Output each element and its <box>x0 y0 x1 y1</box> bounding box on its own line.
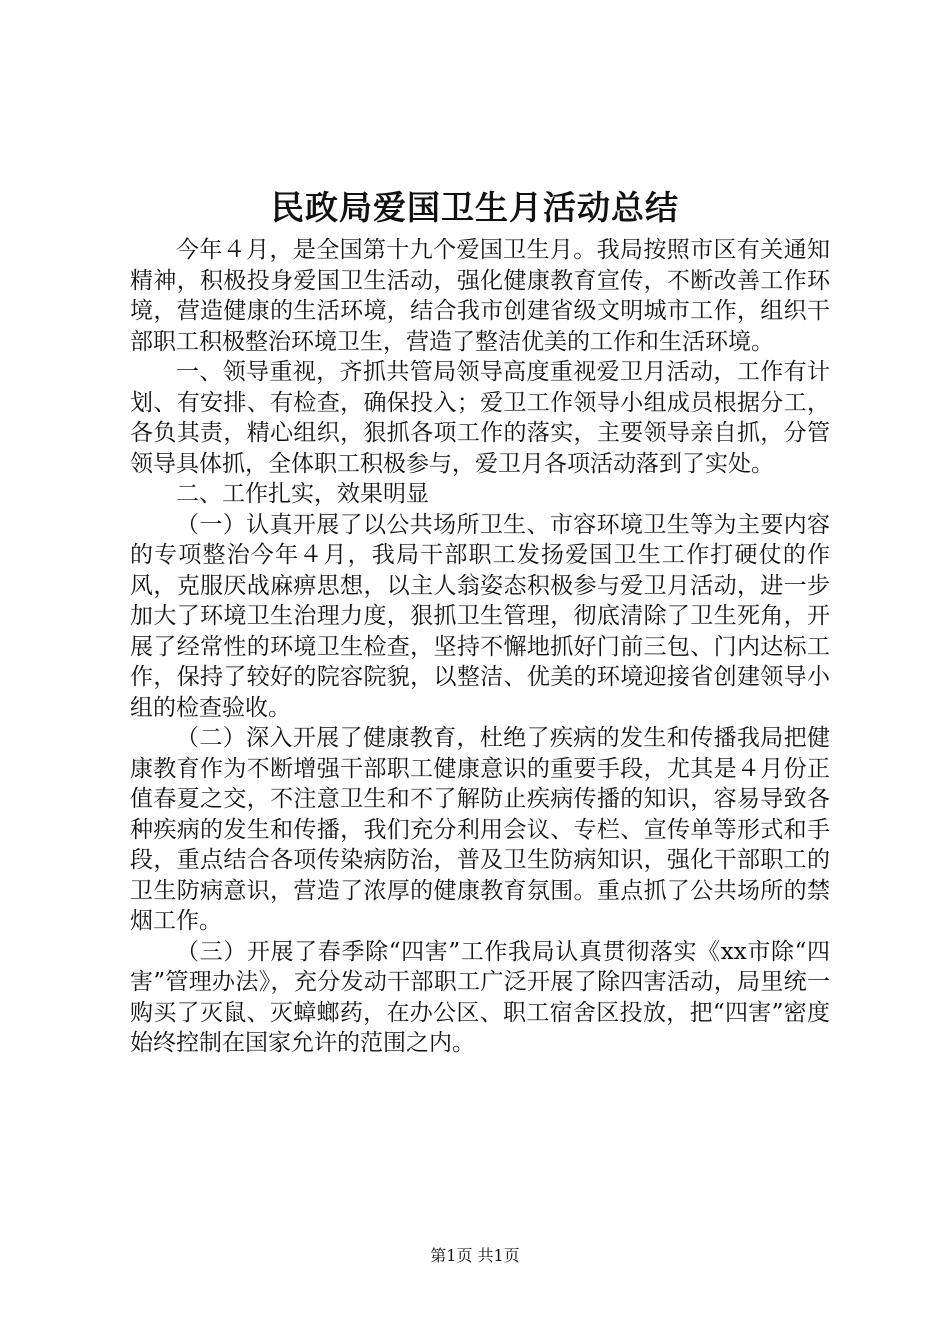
paragraph-intro: 今年４月，是全国第十九个爱国卫生月。我局按照市区有关通知精神，积极投身爱国卫生活动，强化健康教育宣传，不断改善工作环境，营造健康的生活环境，结合我市创建省级文明城市工作，组织干部职工积极整治环境卫生，营造了整洁优美的工作和生活环境。 <box>130 237 830 355</box>
paragraph-subsection-two: （二）深入开展了健康教育，杜绝了疾病的发生和传播我局把健康教育作为不断增强干部职工健康意识的重要手段，尤其是４月份正值春夏之交，不注意卫生和不了解防止疾病传播的知识，容易导致各种疾病的发生和传播，我们充分利用会议、专栏、宣传单等形式和手段，重点结合各项传染病防治，普及卫生防病知识，强化干部职工的卫生防病意识，营造了浓厚的健康教育氛围。重点抓了公共场所的禁烟工作。 <box>130 725 830 934</box>
document-title: 民政局爱国卫生月活动总结 <box>271 188 679 227</box>
paragraph-subsection-three: （三）开展了春季除“四害”工作我局认真贯彻落实《xx市除“四害”管理办法》，充分发动干部职工广泛开展了除四害活动，局里统一购买了灭鼠、灭蟑螂药，在办公区、职工宿舍区投放，把“四害”密度始终控制在国家允许的范围之内。 <box>130 938 830 1056</box>
paragraph-subsection-one: （一）认真开展了以公共场所卫生、市容环境卫生等为主要内容的专项整治今年４月，我局干部职工发扬爱国卫生工作打硬仗的作风，克服厌战麻痹思想，以主人翁姿态积极参与爱卫月活动，进一步加大了环境卫生治理力度，狠抓卫生管理，彻底清除了卫生死角，开展了经常性的环境卫生检查，坚持不懈地抓好门前三包、门内达标工作，保持了较好的院容院貌，以整洁、优美的环境迎接省创建领导小组的检查验收。 <box>130 511 830 721</box>
paragraph-section-two-heading: 二、工作扎实，效果明显 <box>176 481 429 507</box>
page-number-footer: 第1页 共1页 <box>430 1246 520 1265</box>
paragraph-section-one: 一、领导重视，齐抓共管局领导高度重视爱卫月活动，工作有计划、有安排、有检查，确保投入；爱卫工作领导小组成员根据分工，各负其责，精心组织，狠抓各项工作的落实，主要领导亲自抓，分管领导具体抓，全体职工积极参与，爱卫月各项活动落到了实处。 <box>130 359 830 477</box>
document-body <box>130 235 830 1059</box>
